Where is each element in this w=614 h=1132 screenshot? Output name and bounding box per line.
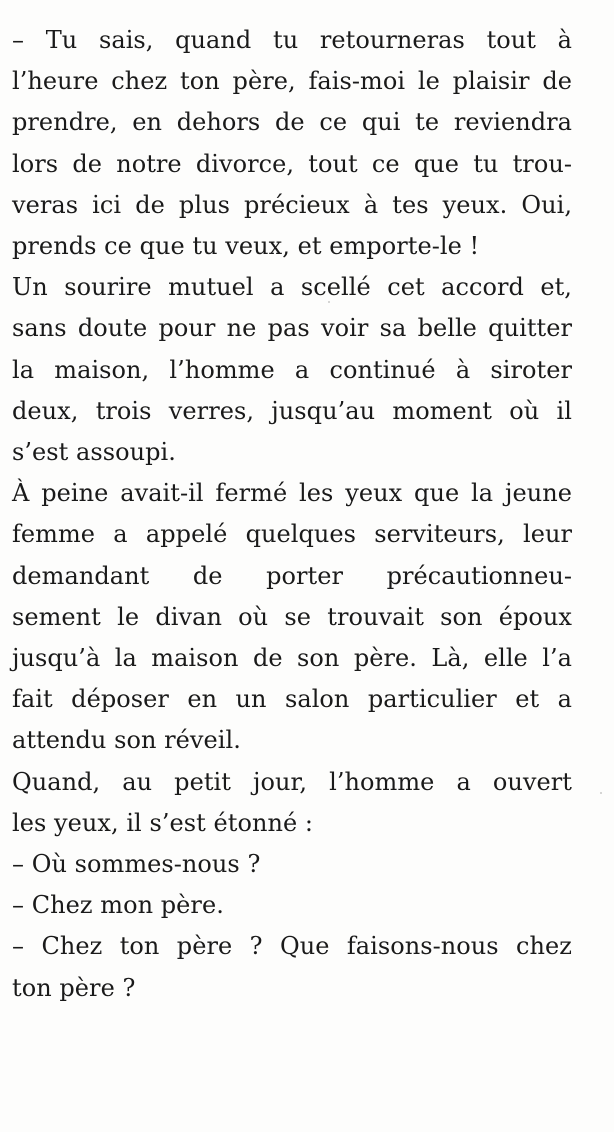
text-line: – Chez mon père. bbox=[12, 891, 224, 920]
paragraph-4 bbox=[12, 762, 572, 844]
body-text bbox=[12, 20, 572, 1009]
paragraph-3 bbox=[12, 473, 572, 761]
text-line: lors de notre divorce, tout ce que tu trou- bbox=[12, 149, 572, 178]
dialogue-line-3 bbox=[12, 926, 572, 1008]
text-line: jusqu’à la maison de son père. Là, elle l’a bbox=[12, 644, 572, 673]
text-line: la maison, l’homme a continué à siroter bbox=[12, 355, 572, 384]
dialogue-line-1 bbox=[12, 844, 572, 885]
text-line: – Où sommes-nous ? bbox=[12, 850, 261, 879]
paragraph-1 bbox=[12, 20, 572, 267]
paragraph-2 bbox=[12, 267, 572, 473]
paper-speck bbox=[328, 301, 330, 303]
text-line: prendre, en dehors de ce qui te reviendra bbox=[12, 108, 572, 137]
text-line: Un sourire mutuel a scellé cet accord et, bbox=[12, 273, 572, 302]
dialogue-line-2 bbox=[12, 885, 572, 926]
text-line: demandant de porter précautionneu- bbox=[12, 561, 572, 590]
text-line: sans doute pour ne pas voir sa belle quitter bbox=[12, 314, 572, 343]
text-line: deux, trois verres, jusqu’au moment où il bbox=[12, 396, 572, 425]
text-line: l’heure chez ton père, fais-moi le plaisir de bbox=[12, 67, 572, 96]
text-line: prends ce que tu veux, et emporte-le ! bbox=[12, 232, 480, 261]
text-line: sement le divan où se trouvait son époux bbox=[12, 602, 572, 631]
text-line: – Tu sais, quand tu retourneras tout à bbox=[12, 26, 572, 54]
text-line: les yeux, il s’est étonné : bbox=[12, 808, 314, 837]
text-line: – Chez ton père ? Que faisons-nous chez bbox=[12, 932, 572, 961]
text-line: veras ici de plus précieux à tes yeux. Oui, bbox=[12, 190, 572, 219]
text-line: ton père ? bbox=[12, 973, 136, 1002]
paper-speck bbox=[600, 792, 602, 794]
text-line: fait déposer en un salon particulier et a bbox=[12, 685, 572, 714]
text-line: femme a appelé quelques serviteurs, leur bbox=[12, 520, 572, 549]
text-line: s’est assoupi. bbox=[12, 438, 176, 467]
text-line: attendu son réveil. bbox=[12, 726, 241, 755]
text-line: À peine avait-il fermé les yeux que la jeune bbox=[12, 479, 572, 508]
text-line: Quand, au petit jour, l’homme a ouvert bbox=[12, 767, 572, 796]
